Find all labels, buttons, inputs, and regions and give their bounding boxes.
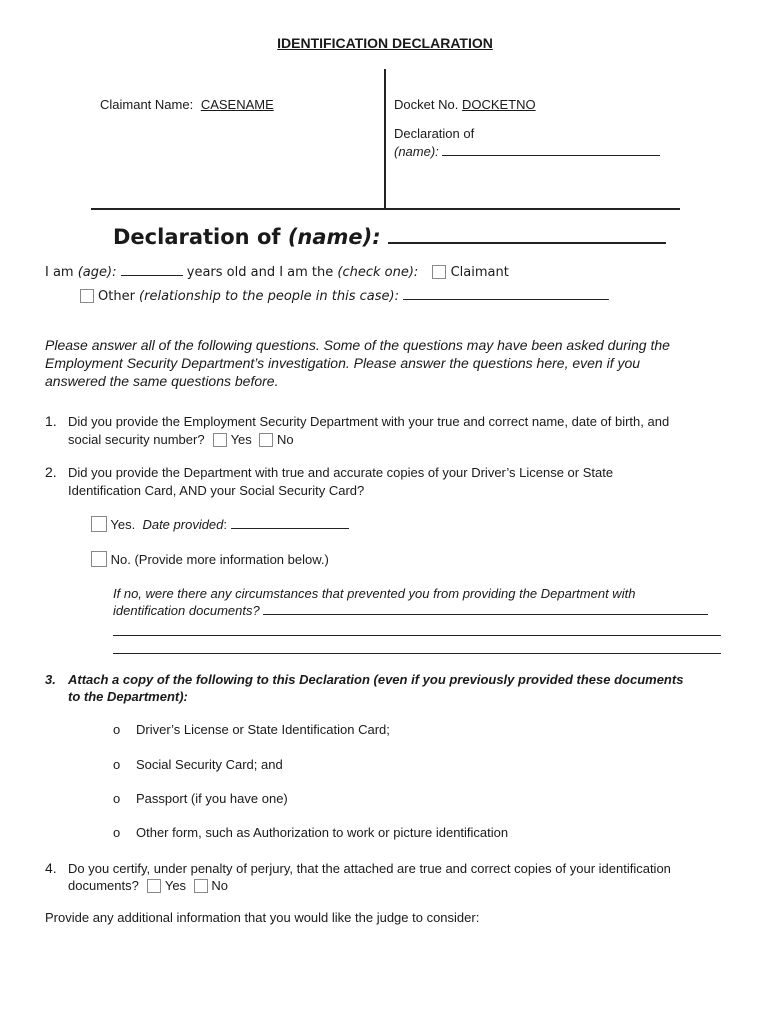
list-item — [113, 791, 288, 806]
q4-no-label: No — [211, 878, 228, 893]
declaration-name-row[interactable] — [394, 143, 660, 159]
list-item-text: Driver’s License or State Identification Card; — [136, 722, 390, 737]
other-checkbox[interactable] — [80, 289, 94, 303]
circumstances-field-3[interactable] — [113, 641, 721, 654]
if-no-line-2-row — [113, 602, 708, 620]
q4-yes-label: Yes — [164, 878, 187, 893]
q2-yes-row — [91, 516, 349, 534]
relationship-field[interactable] — [403, 287, 609, 300]
q1-no-label: No — [277, 432, 294, 447]
q2-no-row — [91, 551, 329, 569]
docket-label: Docket No. — [394, 97, 459, 112]
instructions-line-1: Please answer all of the following questions. Some of the questions may have been asked during the — [45, 337, 670, 353]
declaration-of-label: Declaration of — [394, 126, 475, 141]
docket-value: DOCKETNO — [461, 97, 536, 112]
q2-yes-label: Yes. — [110, 517, 136, 532]
list-item — [113, 825, 508, 840]
q4-no-checkbox[interactable] — [194, 879, 208, 893]
bullet-marker: o — [113, 757, 121, 772]
declaration-heading — [113, 222, 666, 249]
check-one-label: (check one): — [337, 265, 419, 280]
circumstances-field-2[interactable] — [113, 623, 721, 636]
question-1-number: 1. — [45, 413, 57, 429]
relationship-label: (relationship to the people in this case): — [139, 289, 399, 304]
list-item — [113, 757, 283, 772]
age-field[interactable] — [121, 263, 183, 276]
question-1-line-2-row — [68, 431, 294, 449]
document-title: IDENTIFICATION DECLARATION — [277, 35, 493, 51]
question-1-line-1: Did you provide the Employment Security Department with your true and correct name, date of birth, and — [68, 414, 670, 429]
q1-yes-checkbox[interactable] — [213, 433, 227, 447]
years-old-text: years old and I am the — [182, 265, 338, 280]
question-3-line-2: to the Department): — [68, 689, 188, 704]
declaration-name-field[interactable] — [442, 143, 660, 156]
intro-age-row — [45, 263, 509, 280]
header-divider-horizontal — [91, 208, 680, 210]
if-no-line-1: If no, were there any circumstances that prevented you from providing the Department with — [113, 586, 636, 601]
q2-no-checkbox[interactable] — [91, 551, 107, 567]
question-4-line-1: Do you certify, under penalty of perjury, that the attached are true and correct copies of your identification — [68, 861, 671, 876]
claimant-option-label: Claimant — [450, 265, 509, 280]
question-2-number: 2. — [45, 464, 57, 480]
declaration-heading-name: (name): — [287, 225, 381, 249]
list-item-text: Social Security Card; and — [136, 757, 283, 772]
question-3-line-1: Attach a copy of the following to this Declaration (even if you previously provided these documents — [68, 672, 684, 687]
question-1-line-2: social security number? — [68, 432, 205, 447]
list-item-text: Other form, such as Authorization to work or picture identification — [136, 825, 509, 840]
q2-yes-checkbox[interactable] — [91, 516, 107, 532]
question-2-line-1: Did you provide the Department with true and accurate copies of your Driver’s License or State — [68, 465, 614, 480]
claimant-name-label: Claimant Name: — [100, 97, 194, 112]
q2-no-label: No. (Provide more information below.) — [110, 552, 329, 567]
date-provided-field[interactable] — [231, 516, 349, 529]
declaration-name-label: (name): — [394, 144, 439, 159]
date-provided-colon: : — [223, 517, 228, 532]
question-4-number: 4. — [45, 860, 57, 876]
q1-yes-label: Yes — [230, 432, 252, 447]
question-2-line-2: Identification Card, AND your Social Security Card? — [68, 483, 365, 498]
date-provided-label: Date provided — [142, 517, 224, 532]
list-item — [113, 722, 390, 737]
if-no-line-2: identification documents? — [113, 603, 260, 618]
q4-yes-checkbox[interactable] — [147, 879, 161, 893]
docket-row — [394, 97, 536, 112]
claimant-name-value: CASENAME — [200, 97, 274, 112]
question-4-line-2-row — [68, 877, 228, 895]
instructions-line-2: Employment Security Department’s investigation. Please answer the questions here, even if you — [45, 355, 641, 371]
bullet-marker: o — [113, 825, 121, 840]
q1-no-checkbox[interactable] — [259, 433, 273, 447]
bullet-marker: o — [113, 722, 121, 737]
age-label: (age): — [77, 265, 117, 280]
header-divider-vertical — [384, 69, 386, 210]
claimant-checkbox[interactable] — [432, 265, 446, 279]
intro-other-row — [80, 287, 609, 304]
additional-info-prompt: Provide any additional information that you would like the judge to consider: — [45, 910, 480, 925]
declaration-heading-name-field[interactable] — [388, 222, 666, 244]
other-option-label: Other — [98, 289, 140, 304]
circumstances-field-1[interactable] — [263, 602, 708, 615]
instructions-line-3: answered the same questions before. — [45, 373, 279, 389]
declaration-heading-text: Declaration of — [113, 225, 288, 249]
question-3-number: 3. — [45, 672, 56, 687]
claimant-name-row — [100, 97, 274, 112]
question-4-line-2: documents? — [68, 878, 139, 893]
bullet-marker: o — [113, 791, 121, 806]
list-item-text: Passport (if you have one) — [136, 791, 288, 806]
i-am-text: I am — [45, 265, 78, 280]
